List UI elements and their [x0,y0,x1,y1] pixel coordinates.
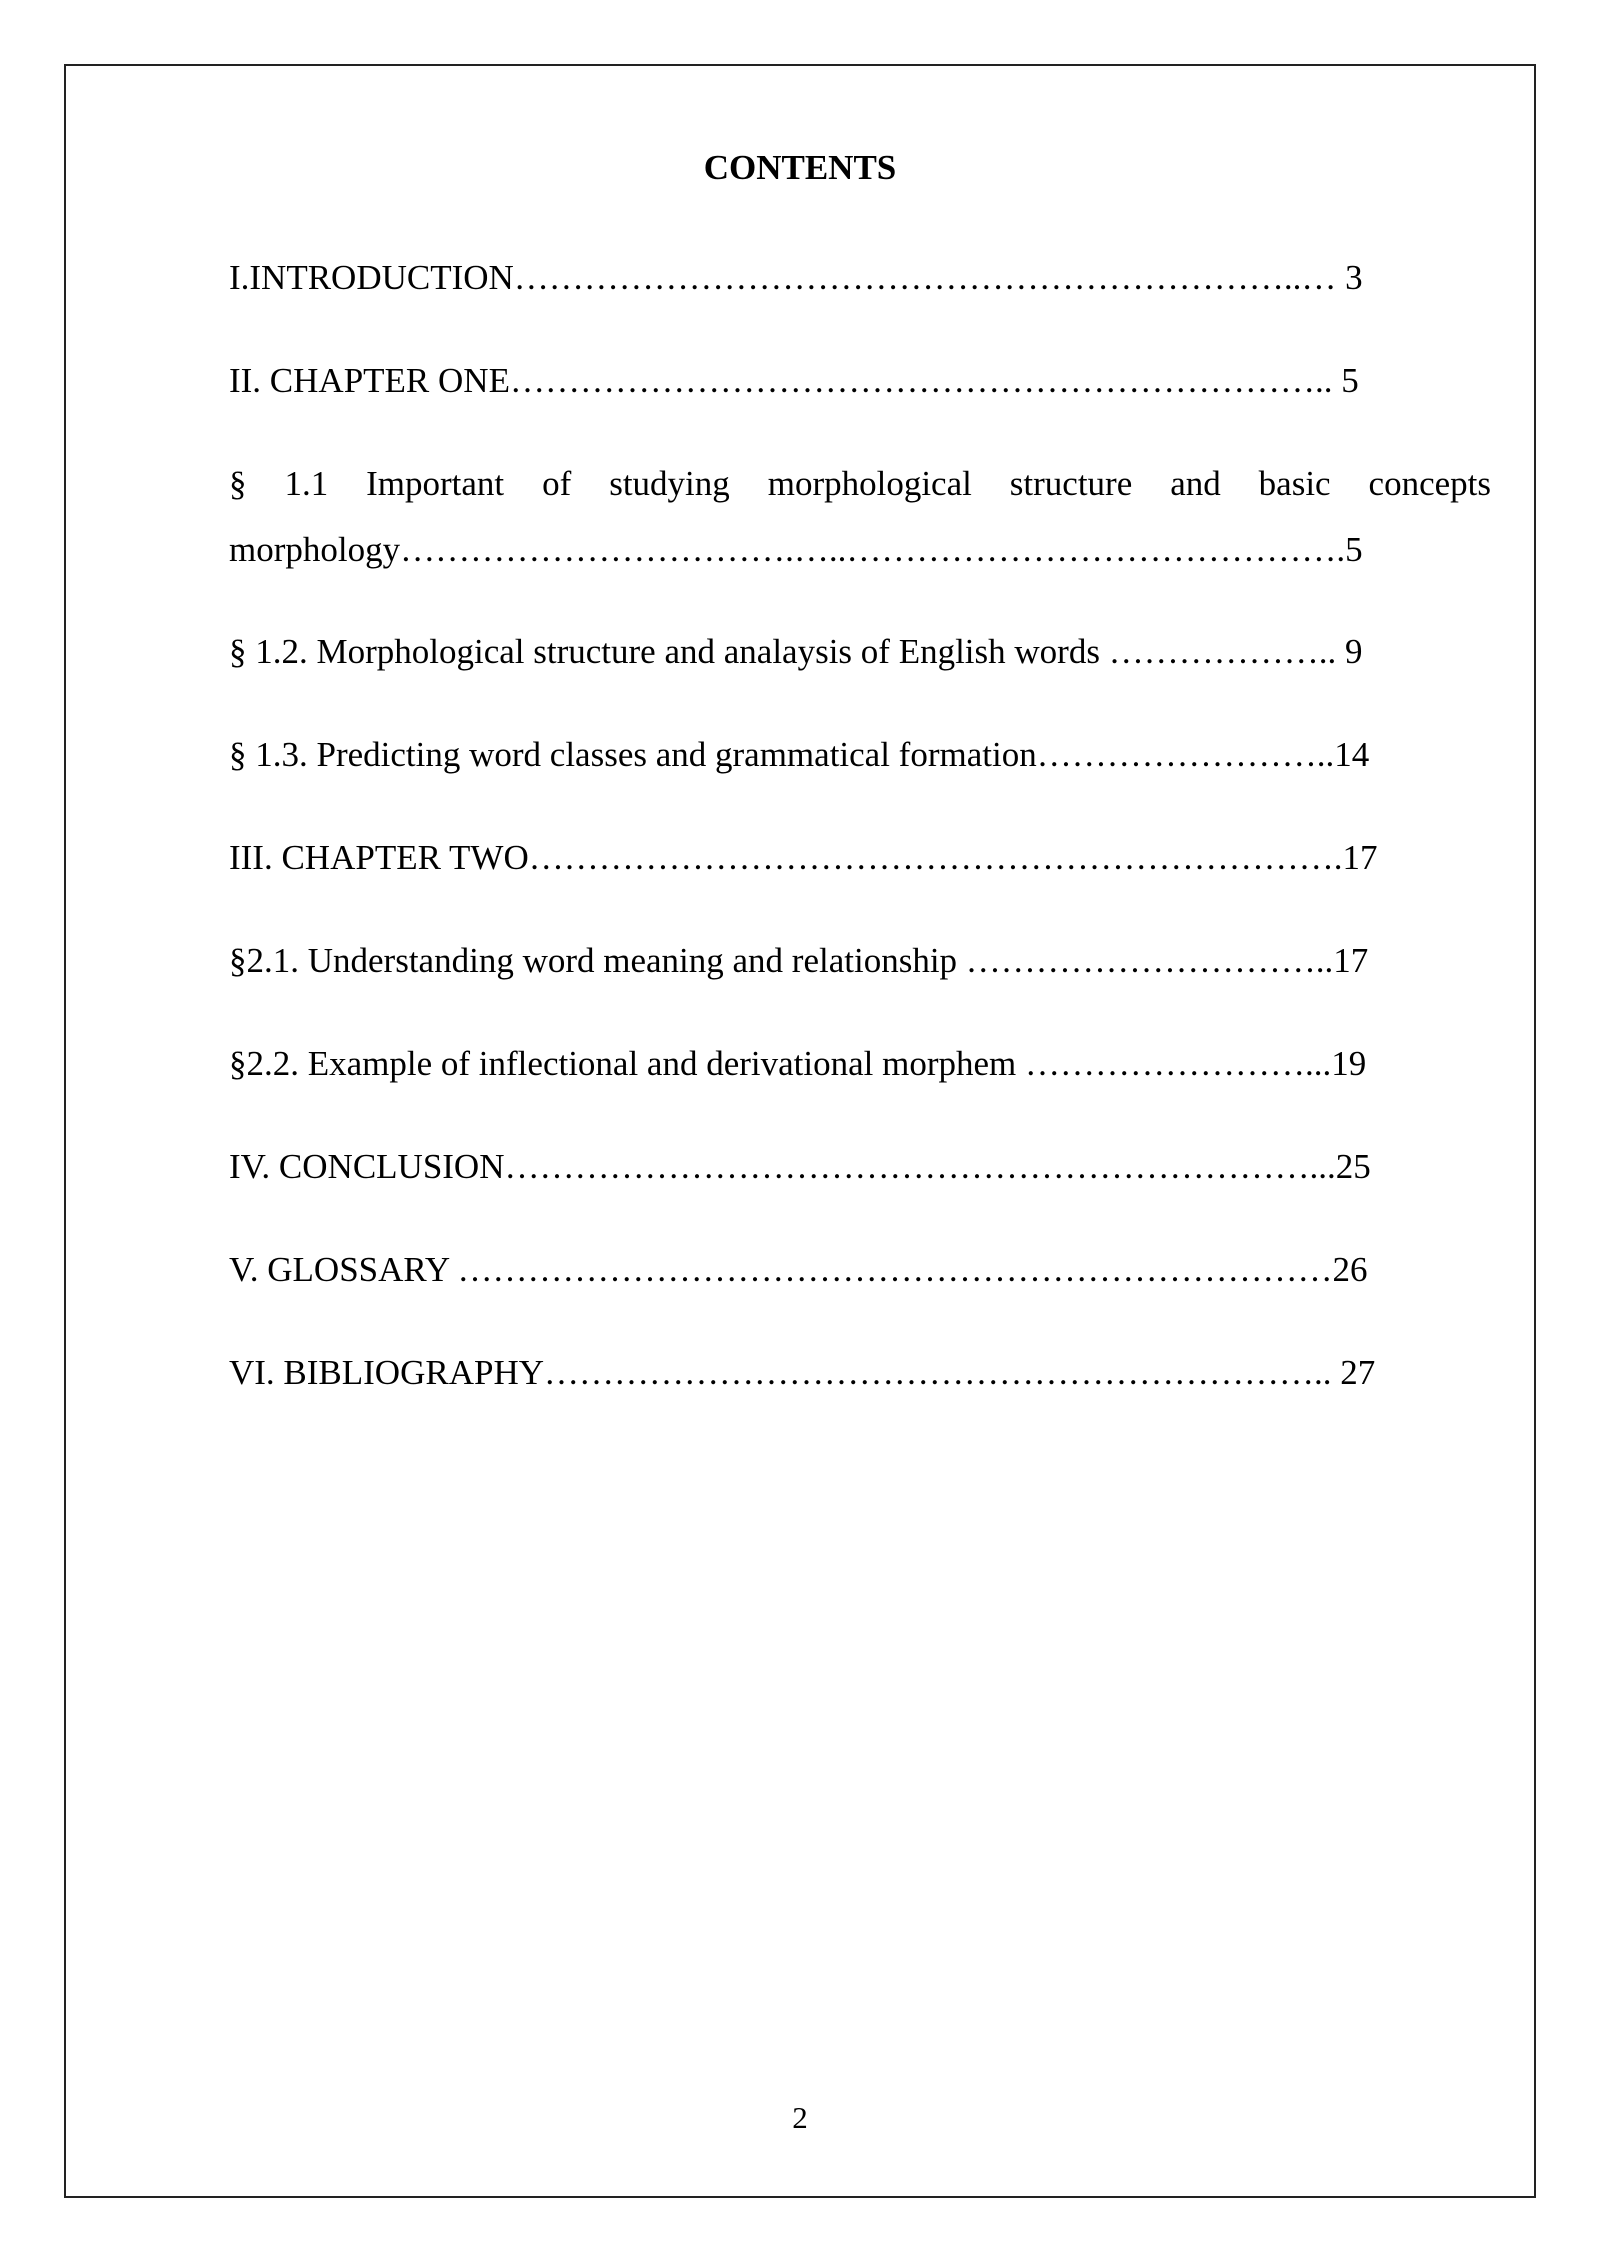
toc-entry-chapter-one: II. CHAPTER ONE…………………………………………………………….. 5 [229,361,1359,400]
toc-entry-1-2: § 1.2. Morphological structure and analaysis of English words ……………….. 9 [229,632,1363,671]
toc-entry-introduction: I.INTRODUCTION…………………………………………………………..… 3 [229,258,1363,297]
toc-entry-2-2: §2.2. Example of inflectional and derivational morphem ……………………...19 [229,1044,1367,1083]
toc-entry-chapter-two: III. CHAPTER TWO…………………………………………………………….17 [229,838,1378,877]
contents-title: CONTENTS [703,148,897,187]
toc-entry-2-1: §2.1. Understanding word meaning and relationship …………………………..17 [229,941,1369,980]
toc-entry-1-3: § 1.3. Predicting word classes and grammatical formation……………………..14 [229,735,1370,774]
toc-entry-glossary: V. GLOSSARY …………………………………………………………………26 [229,1250,1368,1289]
toc-entry-1-1-second-line: morphology…………………………….…..…………………………………….5 [229,530,1363,569]
toc-entry-1-1-first-line: § 1.1 Important of studying morphological structure and basic concepts [229,464,1491,503]
page-number: 2 [792,2100,808,2135]
toc-entry-bibliography: VI. BIBLIOGRAPHY………………………………………………………….. 27 [229,1353,1376,1392]
toc-entry-conclusion: IV. CONCLUSION……………………………………………………………...25 [229,1147,1371,1186]
